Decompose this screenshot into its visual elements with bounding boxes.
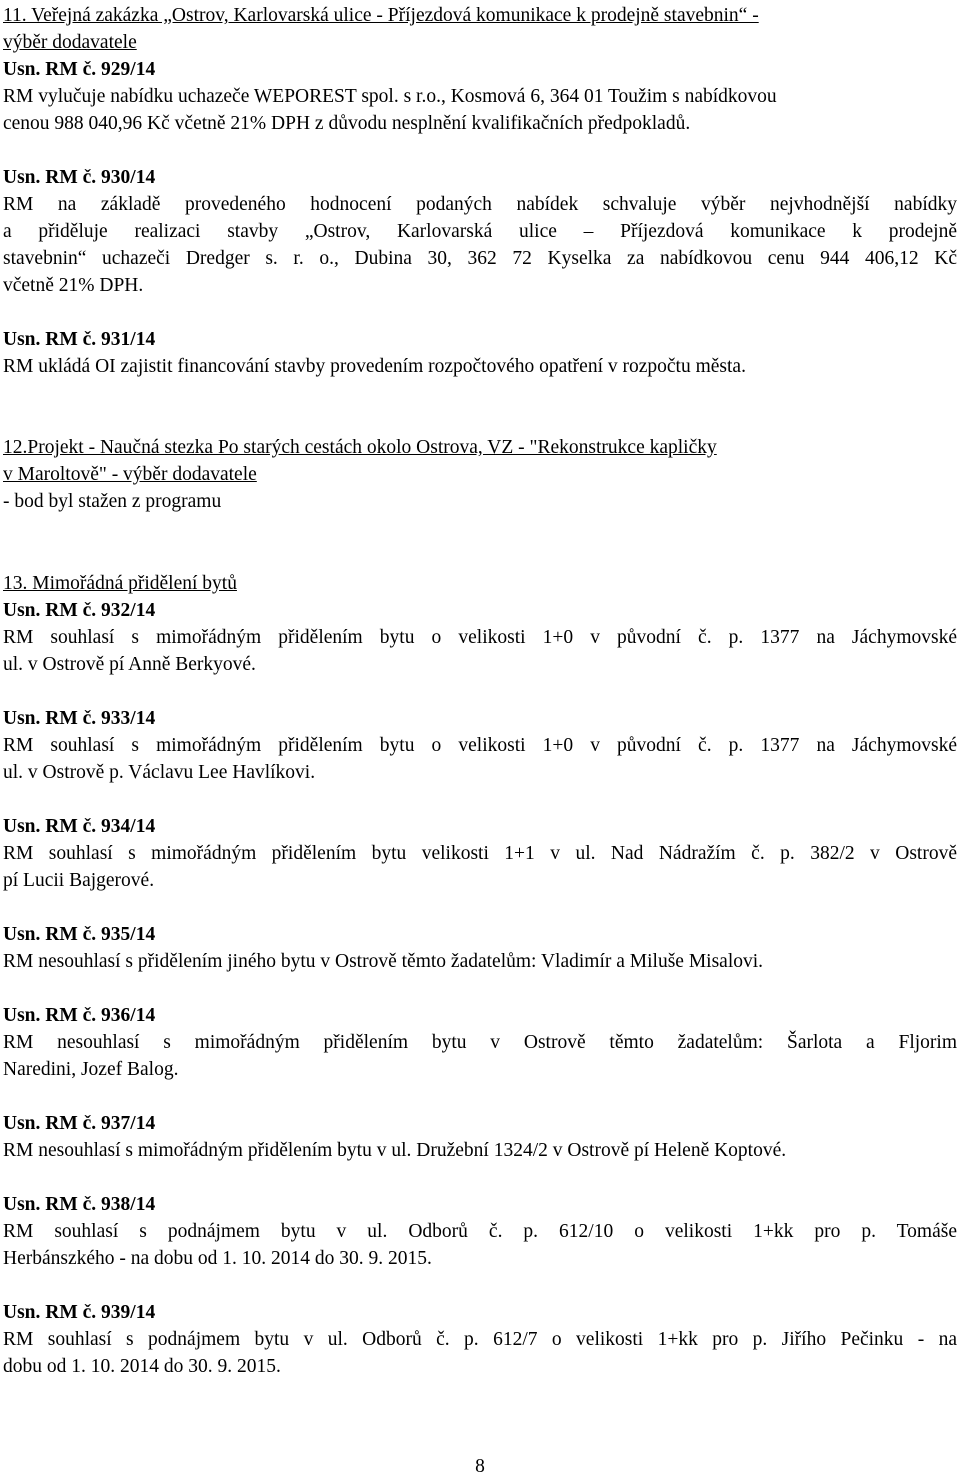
resolution-text-line: Naredini, Jozef Balog. [3, 1059, 179, 1080]
resolution-text-line: Herbánszkého - na dobu od 1. 10. 2014 do 30. 9. 2015. [3, 1248, 432, 1269]
agenda-item-11 [3, 2, 957, 380]
resolution-number: Usn. RM č. 929/14 [3, 59, 156, 80]
resolution-933 [3, 705, 957, 786]
resolution-text-line: RM souhlasí s mimořádným přidělením bytu o velikosti 1+0 v původní č. p. 1377 na Jáchymovské [3, 735, 957, 756]
resolution-text-line: RM souhlasí s mimořádným přidělením bytu velikosti 1+1 v ul. Nad Nádražím č. p. 382/2 v Ostrově [3, 843, 957, 864]
resolution-931 [3, 326, 957, 380]
resolution-text-line: stavebnin“ uchazeči Dredger s. r. o., Dubina 30, 362 72 Kyselka za nabídkovou cenu 944 406,12 Kč [3, 248, 957, 269]
resolution-text-line: RM nesouhlasí s mimořádným přidělením bytu v Ostrově těmto žadatelům: Šarlota a Fljorim [3, 1032, 957, 1053]
resolution-938 [3, 1191, 957, 1272]
resolution-number: Usn. RM č. 932/14 [3, 600, 156, 621]
resolution-text-line: RM souhlasí s podnájmem bytu v ul. Odborů č. p. 612/7 o velikosti 1+kk pro p. Jiřího Pečinku - na [3, 1329, 957, 1350]
resolution-text-line: RM nesouhlasí s přidělením jiného bytu v Ostrově těmto žadatelům: Vladimír a Miluše Misalovi. [3, 951, 764, 972]
resolution-number: Usn. RM č. 931/14 [3, 329, 156, 350]
resolution-number: Usn. RM č. 933/14 [3, 708, 156, 729]
document-page [3, 2, 957, 1380]
resolution-934 [3, 813, 957, 894]
resolution-text-line: RM vylučuje nabídku uchazeče WEPOREST spol. s r.o., Kosmová 6, 364 01 Toužim s nabídkovou [3, 86, 777, 107]
resolution-text-line: ul. v Ostrově pí Anně Berkyové. [3, 654, 256, 675]
item-11-heading-line-2: výběr dodavatele [3, 32, 137, 53]
resolution-number: Usn. RM č. 939/14 [3, 1302, 156, 1323]
resolution-text-line: cenou 988 040,96 Kč včetně 21% DPH z důvodu nesplnění kvalifikačních předpokladů. [3, 113, 691, 134]
resolution-text-line: pí Lucii Bajgerové. [3, 870, 155, 891]
resolution-number: Usn. RM č. 930/14 [3, 167, 156, 188]
resolution-number: Usn. RM č. 934/14 [3, 816, 156, 837]
resolution-text-line: RM souhlasí s mimořádným přidělením bytu o velikosti 1+0 v původní č. p. 1377 na Jáchymovské [3, 627, 957, 648]
agenda-item-13 [3, 570, 957, 1380]
resolution-text-line: RM na základě provedeného hodnocení podaných nabídek schvaluje výběr nejvhodnější nabídky [3, 194, 957, 215]
resolution-937 [3, 1110, 957, 1164]
resolution-number: Usn. RM č. 937/14 [3, 1113, 156, 1134]
page-number: 8 [475, 1456, 485, 1477]
resolution-text-line: a přiděluje realizaci stavby „Ostrov, Karlovarská ulice – Příjezdová komunikace k prodejně [3, 221, 957, 242]
resolution-number: Usn. RM č. 936/14 [3, 1005, 156, 1026]
item-12-note: - bod byl stažen z programu [3, 491, 222, 512]
resolution-text-line: včetně 21% DPH. [3, 275, 144, 296]
resolution-930 [3, 164, 957, 299]
resolution-text-line: RM ukládá OI zajistit financování stavby provedením rozpočtového opatření v rozpočtu města. [3, 356, 746, 377]
resolution-text-line: RM souhlasí s podnájmem bytu v ul. Odborů č. p. 612/10 o velikosti 1+kk pro p. Tomáše [3, 1221, 957, 1242]
item-12-heading-line-1: 12.Projekt - Naučná stezka Po starých cestách okolo Ostrova, VZ - "Rekonstrukce kapličky [3, 437, 717, 458]
item-11-heading-line-1: 11. Veřejná zakázka „Ostrov, Karlovarská ulice - Příjezdová komunikace k prodejně stavebnin“ - [3, 5, 759, 26]
resolution-932 [3, 597, 957, 678]
resolution-text-line: ul. v Ostrově p. Václavu Lee Havlíkovi. [3, 762, 316, 783]
resolution-text-line: dobu od 1. 10. 2014 do 30. 9. 2015. [3, 1356, 281, 1377]
agenda-item-12 [3, 434, 957, 515]
resolution-935 [3, 921, 957, 975]
resolution-939 [3, 1299, 957, 1380]
resolution-text-line: RM nesouhlasí s mimořádným přidělením bytu v ul. Družební 1324/2 v Ostrově pí Heleně Koptové. [3, 1140, 787, 1161]
resolution-936 [3, 1002, 957, 1083]
resolution-number: Usn. RM č. 935/14 [3, 924, 156, 945]
resolution-number: Usn. RM č. 938/14 [3, 1194, 156, 1215]
item-13-heading: 13. Mimořádná přidělení bytů [3, 573, 237, 594]
item-12-heading-line-2: v Maroltově" - výběr dodavatele [3, 464, 257, 485]
resolution-929 [3, 56, 957, 137]
